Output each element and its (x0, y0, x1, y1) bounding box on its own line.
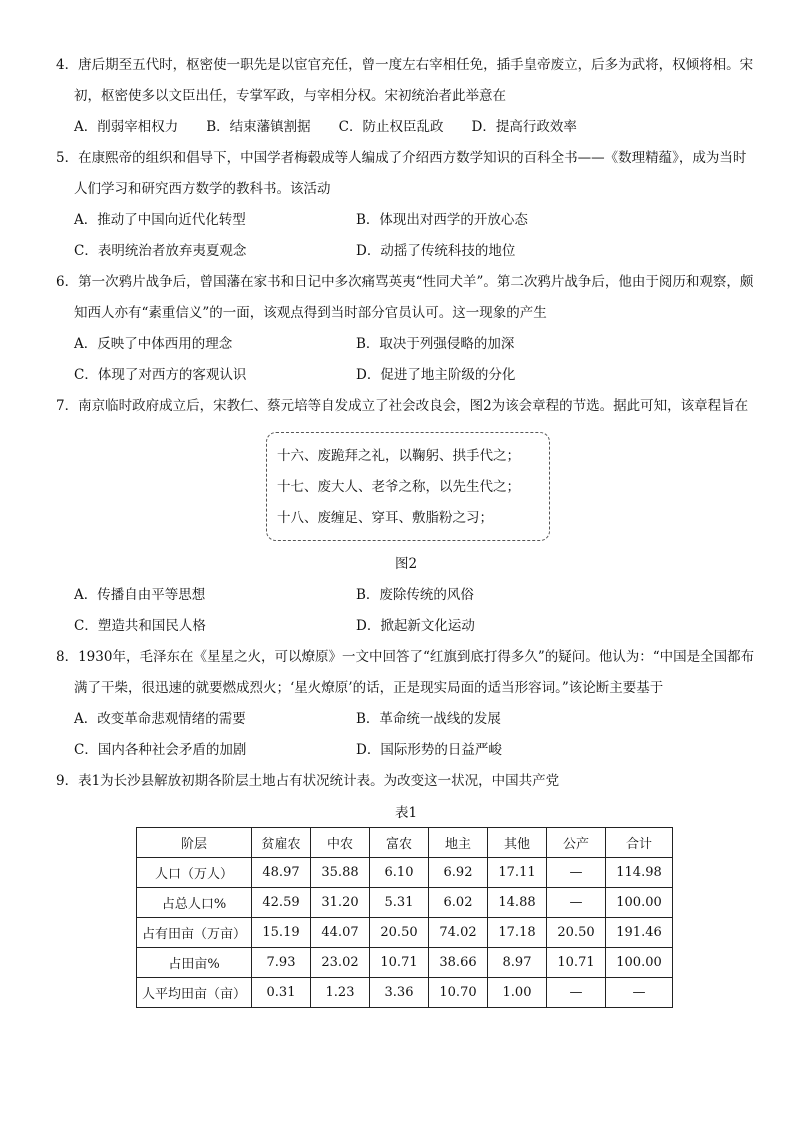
table-caption: 表1 (394, 805, 418, 821)
option-c[interactable]: C．塑造共和国民人格 (74, 618, 206, 634)
question-5-stem: 5．在康熙帝的组织和倡导下，中国学者梅毂成等人编成了介绍西方数学知识的百科全书——《数理精蕴》，成为当时人们学习和研究西方数学的教科书。该活动 (56, 150, 747, 197)
table-cell: 占田亩% (137, 948, 252, 978)
table-cell: 8.97 (488, 948, 547, 978)
table-row (137, 948, 673, 978)
table-header-cell: 富农 (370, 828, 429, 858)
option-c[interactable]: C．防止权臣乱政 (338, 119, 444, 135)
option-b[interactable]: B．取决于列强侵略的加深 (356, 336, 515, 352)
table-cell: 38.66 (429, 948, 488, 978)
table-row (137, 858, 673, 888)
option-c[interactable]: C．体现了对西方的客观认识 (74, 367, 247, 383)
table-cell: 人口（万人） (137, 858, 252, 888)
table-cell: 占有田亩（万亩） (137, 918, 252, 948)
table-cell: 15.19 (252, 918, 311, 948)
table-cell: 6.02 (429, 888, 488, 918)
table-cell: 7.93 (252, 948, 311, 978)
table-header-cell: 地主 (429, 828, 488, 858)
table-cell: — (606, 978, 673, 1008)
table-header-cell: 合计 (606, 828, 673, 858)
question-7-stem: 7．南京临时政府成立后，宋教仁、蔡元培等自发成立了社会改良会，图2为该会章程的节选。据此可知，该章程旨在 (56, 398, 749, 414)
table-cell: — (547, 888, 606, 918)
table-cell: 48.97 (252, 858, 311, 888)
question-8-options (56, 704, 756, 766)
table-cell: 191.46 (606, 918, 673, 948)
table-cell: 17.18 (488, 918, 547, 948)
question-4-options (56, 112, 756, 143)
table-header-cell: 贫雇农 (252, 828, 311, 858)
option-a[interactable]: A．传播自由平等思想 (74, 587, 206, 603)
table-cell: 14.88 (488, 888, 547, 918)
table-header-cell: 中农 (311, 828, 370, 858)
question-5-options (56, 205, 756, 267)
exam-page (56, 50, 756, 1008)
option-b[interactable]: B．革命统一战线的发展 (356, 711, 501, 727)
table-cell: 人平均田亩（亩） (137, 978, 252, 1008)
charter-line: 十八、废缠足、穿耳、敷脂粉之习； (277, 510, 493, 526)
table-header-row (137, 828, 673, 858)
option-a[interactable]: A．改变革命悲观情绪的需要 (74, 711, 246, 727)
table-header-cell: 阶层 (137, 828, 252, 858)
question-4-stem: 4．唐后期至五代时，枢密使一职先是以宦官充任，曾一度左右宰相任免，插手皇帝废立，后多为武将，权倾将相。宋初，枢密使多以文臣出任，专掌军政，与宰相分权。宋初统治者此举意在 (56, 57, 754, 104)
table-cell: 74.02 (429, 918, 488, 948)
table-cell: 17.11 (488, 858, 547, 888)
option-d[interactable]: D．动摇了传统科技的地位 (356, 243, 516, 259)
table-cell: 100.00 (606, 888, 673, 918)
table-cell: 23.02 (311, 948, 370, 978)
table-cell: 10.71 (547, 948, 606, 978)
table-row (137, 978, 673, 1008)
option-c[interactable]: C．表明统治者放弃夷夏观念 (74, 243, 247, 259)
option-a[interactable]: A．反映了中体西用的理念 (74, 336, 233, 352)
question-9-stem: 9．表1为长沙县解放初期各阶层土地占有状况统计表。为改变这一状况，中国共产党 (56, 773, 560, 789)
question-7-options (56, 580, 756, 642)
table-row (137, 888, 673, 918)
land-ownership-table (136, 827, 673, 1008)
table-cell: 3.36 (370, 978, 429, 1008)
table-cell: 0.31 (252, 978, 311, 1008)
table-cell: 44.07 (311, 918, 370, 948)
option-b[interactable]: B．结束藩镇割据 (206, 119, 311, 135)
table-row (137, 918, 673, 948)
option-a[interactable]: A．削弱宰相权力 (74, 119, 179, 135)
question-6-stem: 6．第一次鸦片战争后，曾国藩在家书和日记中多次痛骂英夷“性同犬羊”。第二次鸦片战争后，他由于阅历和观察，颇知西人亦有“素重信义”的一面，该观点得到当时部分官员认可。这一现象的产生 (56, 274, 754, 321)
option-c[interactable]: C．国内各种社会矛盾的加剧 (74, 742, 247, 758)
table-cell: 42.59 (252, 888, 311, 918)
option-d[interactable]: D．促进了地主阶级的分化 (356, 367, 516, 383)
table-cell: 114.98 (606, 858, 673, 888)
option-d[interactable]: D．提高行政效率 (471, 119, 577, 135)
table-cell: 占总人口% (137, 888, 252, 918)
option-d[interactable]: D．掀起新文化运动 (356, 618, 475, 634)
table-cell: 6.92 (429, 858, 488, 888)
table-cell: 5.31 (370, 888, 429, 918)
question-6-options (56, 329, 756, 391)
table-cell: — (547, 858, 606, 888)
table-cell: 20.50 (370, 918, 429, 948)
figure-caption: 图2 (394, 556, 418, 572)
table-cell: 20.50 (547, 918, 606, 948)
option-d[interactable]: D．国际形势的日益严峻 (356, 742, 502, 758)
table-cell: 1.23 (311, 978, 370, 1008)
charter-excerpt-box (266, 432, 550, 541)
option-b[interactable]: B．废除传统的风俗 (356, 587, 474, 603)
charter-line: 十六、废跪拜之礼，以鞠躬、拱手代之； (277, 448, 520, 464)
table-header-cell: 公产 (547, 828, 606, 858)
table-cell: 100.00 (606, 948, 673, 978)
question-8-stem: 8．1930年，毛泽东在《星星之火，可以燎原》一文中回答了“红旗到底打得多久”的疑问。他认为：“中国是全国都布满了干柴，很迅速的就要燃成烈火；‘星火燎原’的话，正是现实局面的适当形容词。”该论断主要基于 (56, 649, 755, 696)
table-cell: 1.00 (488, 978, 547, 1008)
table-cell: 35.88 (311, 858, 370, 888)
option-a[interactable]: A．推动了中国向近代化转型 (74, 212, 246, 228)
table-header-cell: 其他 (488, 828, 547, 858)
option-b[interactable]: B．体现出对西学的开放心态 (356, 212, 528, 228)
charter-line: 十七、废大人、老爷之称，以先生代之； (277, 479, 520, 495)
table-cell: 10.71 (370, 948, 429, 978)
table-cell: 10.70 (429, 978, 488, 1008)
table-cell: — (547, 978, 606, 1008)
table-cell: 31.20 (311, 888, 370, 918)
table-cell: 6.10 (370, 858, 429, 888)
